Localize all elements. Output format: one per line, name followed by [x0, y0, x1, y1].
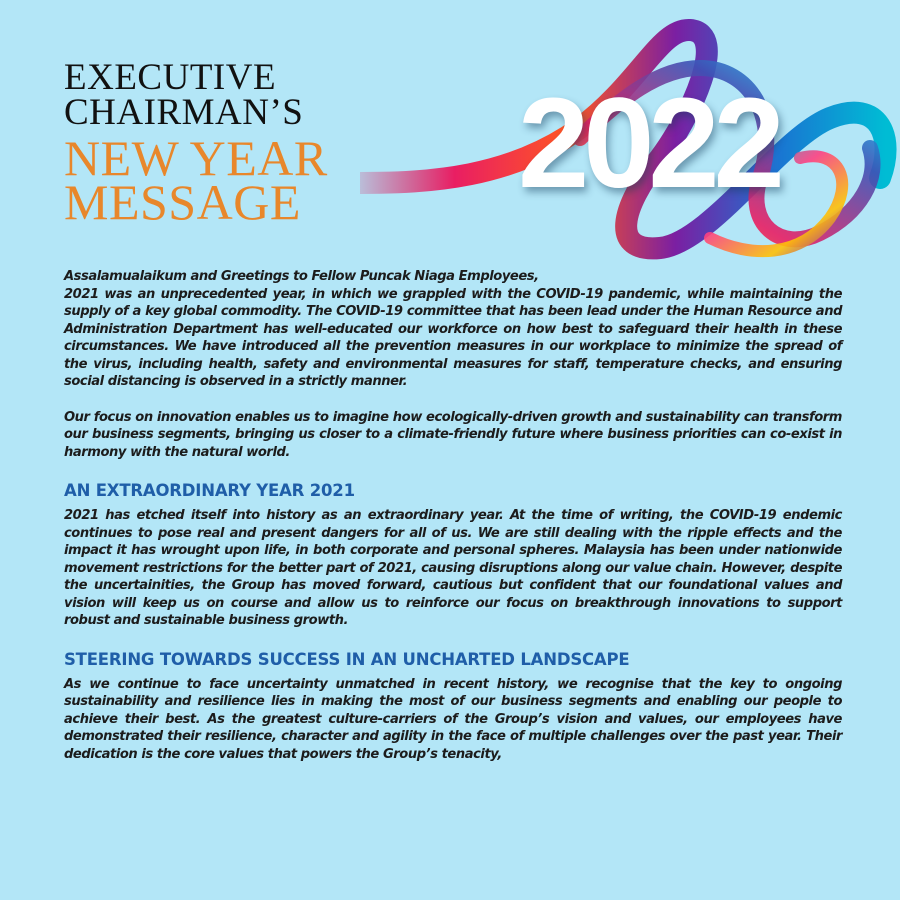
intro-paragraph-2: Our focus on innovation enables us to imagine how ecologically-driven growth and sustainability can transform our business segments, bringing us closer to a climate-friendly future where business priorities can co-exist in harmony with the natural world.: [64, 409, 842, 460]
section-text-steering-towards-success: As we continue to face uncertainty unmatched in recent history, we recognise that the key to ongoing sustainability and resilience lies in making the most of our business segments and enabling our people to achieve their best. As the greatest culture-carriers of the Group’s vision and values, our employees have demonstrated their resilience, character and agility in the face of multiple challenges over the past year. Their dedication is the core values that powers the Group’s tenacity,: [64, 676, 842, 762]
paragraph-gap: [64, 391, 842, 409]
year-2022-graphic: 2022: [518, 72, 779, 215]
intro-paragraph-1: 2021 was an unprecedented year, in which we grappled with the COVID-19 pandemic, while maintaining the supply of a key global commodity. The COVID-19 committee that has been lead under the Human Resource and Administration Department has well-educated our workforce on how best to safeguard their health in these circumstances. We have introduced all the prevention measures in our workplace to minimize the spread of the virus, including health, safety and environmental measures for staff, temperature checks, and ensuring social distancing is observed in a strictly manner.: [64, 286, 842, 389]
title-block: [64, 57, 328, 230]
greeting: Assalamualaikum and Greetings to Fellow Puncak Niaga Employees,: [64, 269, 539, 284]
section-text-extraordinary-year: 2021 has etched itself into history as an extraordinary year. At the time of writing, the COVID-19 endemic continues to pose real and present dangers for all of us. We are still dealing with the ripple effects and the impact it has wrought upon life, in both corporate and personal spheres. Malaysia has been under nationwide movement restrictions for the better part of 2021, causing disruptions along our value chain. However, despite the uncertainities, the Group has moved forward, cautious but confident that our foundational values and vision will keep us on course and allow us to reinforce our focus on breakthrough innovations to support robust and sustainable business growth.: [64, 508, 842, 628]
section-heading-steering-towards-success: STEERING TOWARDS SUCCESS IN AN UNCHARTED LANDSCAPE: [64, 649, 630, 669]
message-body: [64, 268, 842, 763]
title-line-executive: EXECUTIVE: [64, 57, 277, 98]
title-line-new-year: NEW YEAR: [64, 130, 328, 186]
title-line-message: MESSAGE: [64, 174, 301, 230]
section-heading-extraordinary-year: AN EXTRAORDINARY YEAR 2021: [64, 481, 355, 500]
title-line-chairmans: CHAIRMAN’S: [64, 92, 304, 133]
